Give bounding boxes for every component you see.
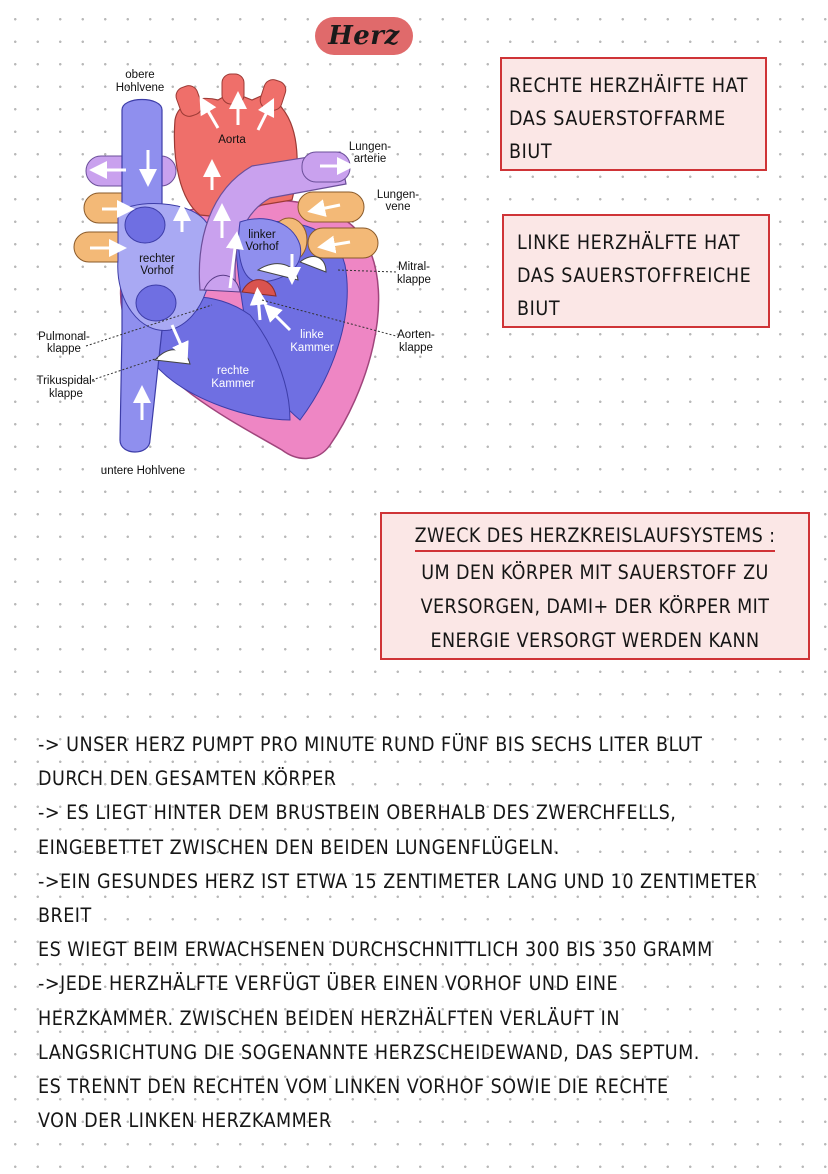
- purpose-line: UM DEN KÖRPER MIT SAUERSTOFF ZU: [421, 561, 769, 584]
- label-lungenvene-2: vene: [385, 201, 411, 213]
- note-left-heart-half: [502, 214, 770, 328]
- facts-line: ES WIEGT BEIM ERWACHSENEN DURCHSCHNITTLICH 300 BIS 350 GRAMM: [38, 938, 713, 962]
- vena-cava-opening: [125, 207, 165, 243]
- label-rechter-vorhof-2: Vorhof: [140, 265, 174, 277]
- label-aortenklappe-1: Aorten-: [397, 329, 435, 341]
- facts-line: BREIT: [38, 904, 92, 928]
- label-linke-kammer-2: Kammer: [290, 342, 334, 354]
- purpose-line: VERSORGEN, DAMI+ DER KÖRPER MIT: [420, 595, 770, 618]
- facts-line: EINGEBETTET ZWISCHEN DEN BEIDEN LUNGENFLÜGELN.: [38, 835, 560, 859]
- note-right-heart-half: [500, 57, 767, 171]
- label-aortenklappe-2: klappe: [399, 342, 433, 354]
- facts-line: LANGSRICHTUNG DIE SOGENANNTE HERZSCHEIDEWAND, DAS SEPTUM.: [38, 1040, 700, 1064]
- label-lungenarterie-2: arterie: [353, 153, 387, 165]
- label-linker-vorhof-2: Vorhof: [245, 241, 279, 253]
- label-lungenvene-1: Lungen-: [376, 189, 420, 201]
- facts-line: VON DER LINKEN HERZKAMMER: [38, 1109, 332, 1133]
- label-mitralklappe-1: Mitral-: [398, 261, 430, 273]
- facts-line: ES TRENNT DEN RECHTEN VOM LINKEN VORHOF SOWIE DIE RECHTE: [38, 1075, 669, 1099]
- label-mitralklappe-2: klappe: [397, 274, 431, 286]
- facts-line: -> ES LIEGT HINTER DEM BRUSTBEIN OBERHALB DES ZWERCHFELLS,: [38, 801, 677, 825]
- label-lungenarterie-1: Lungen-: [348, 141, 392, 153]
- label-linke-kammer-1: linke: [300, 329, 324, 341]
- label-obere-hohlvene-2: Hohlvene: [115, 82, 165, 94]
- note-line: DAS SAUERSTOFFARME: [509, 107, 726, 130]
- purpose-line: ENERGIE VERSORGT WERDEN KANN: [430, 629, 760, 652]
- label-trikuspidalklappe-1: Trikuspidal-: [36, 375, 96, 387]
- label-rechte-kammer-1: rechte: [217, 365, 249, 377]
- label-linker-vorhof-1: linker: [248, 229, 276, 241]
- note-line: RECHTE HERZHÄIFTE HAT: [509, 74, 749, 97]
- note-line: DAS SAUERSTOFFREICHE: [517, 264, 752, 287]
- facts-line: HERZKAMMER. ZWISCHEN BEIDEN HERZHÄLFTEN VERLÄUFT IN: [38, 1006, 620, 1030]
- label-pulmonalklappe-2: klappe: [47, 343, 81, 355]
- facts-line: ->EIN GESUNDES HERZ IST ETWA 15 ZENTIMETER LANG UND 10 ZENTIMETER: [38, 869, 758, 893]
- page-title-badge: [315, 17, 413, 55]
- heart-diagram: [30, 62, 450, 487]
- page-title: Herz: [328, 21, 400, 51]
- note-line: BIUT: [517, 297, 561, 320]
- label-rechter-vorhof-1: rechter: [139, 253, 175, 265]
- label-aorta: Aorta: [218, 134, 246, 146]
- coronary-sinus: [136, 285, 176, 321]
- label-pulmonalklappe-1: Pulmonal-: [38, 331, 90, 343]
- facts-text: [38, 728, 818, 1138]
- facts-line: ->JEDE HERZHÄLFTE VERFÜGT ÜBER EINEN VORHOF UND EINE: [38, 972, 619, 996]
- purpose-heading: ZWECK DES HERZKREISLAUFSYSTEMS :: [415, 522, 776, 552]
- note-circulatory-purpose: [380, 512, 810, 660]
- label-obere-hohlvene-1: obere: [125, 69, 155, 81]
- note-line: BIUT: [509, 140, 553, 163]
- label-rechte-kammer-2: Kammer: [211, 378, 255, 390]
- label-untere-hohlvene: untere Hohlvene: [100, 465, 186, 477]
- facts-line: DURCH DEN GESAMTEN KÖRPER: [38, 767, 337, 791]
- facts-line: -> UNSER HERZ PUMPT PRO MINUTE RUND FÜNF BIS SECHS LITER BLUT: [38, 733, 703, 756]
- label-trikuspidalklappe-2: klappe: [49, 388, 83, 400]
- note-line: LINKE HERZHÄLFTE HAT: [517, 231, 741, 254]
